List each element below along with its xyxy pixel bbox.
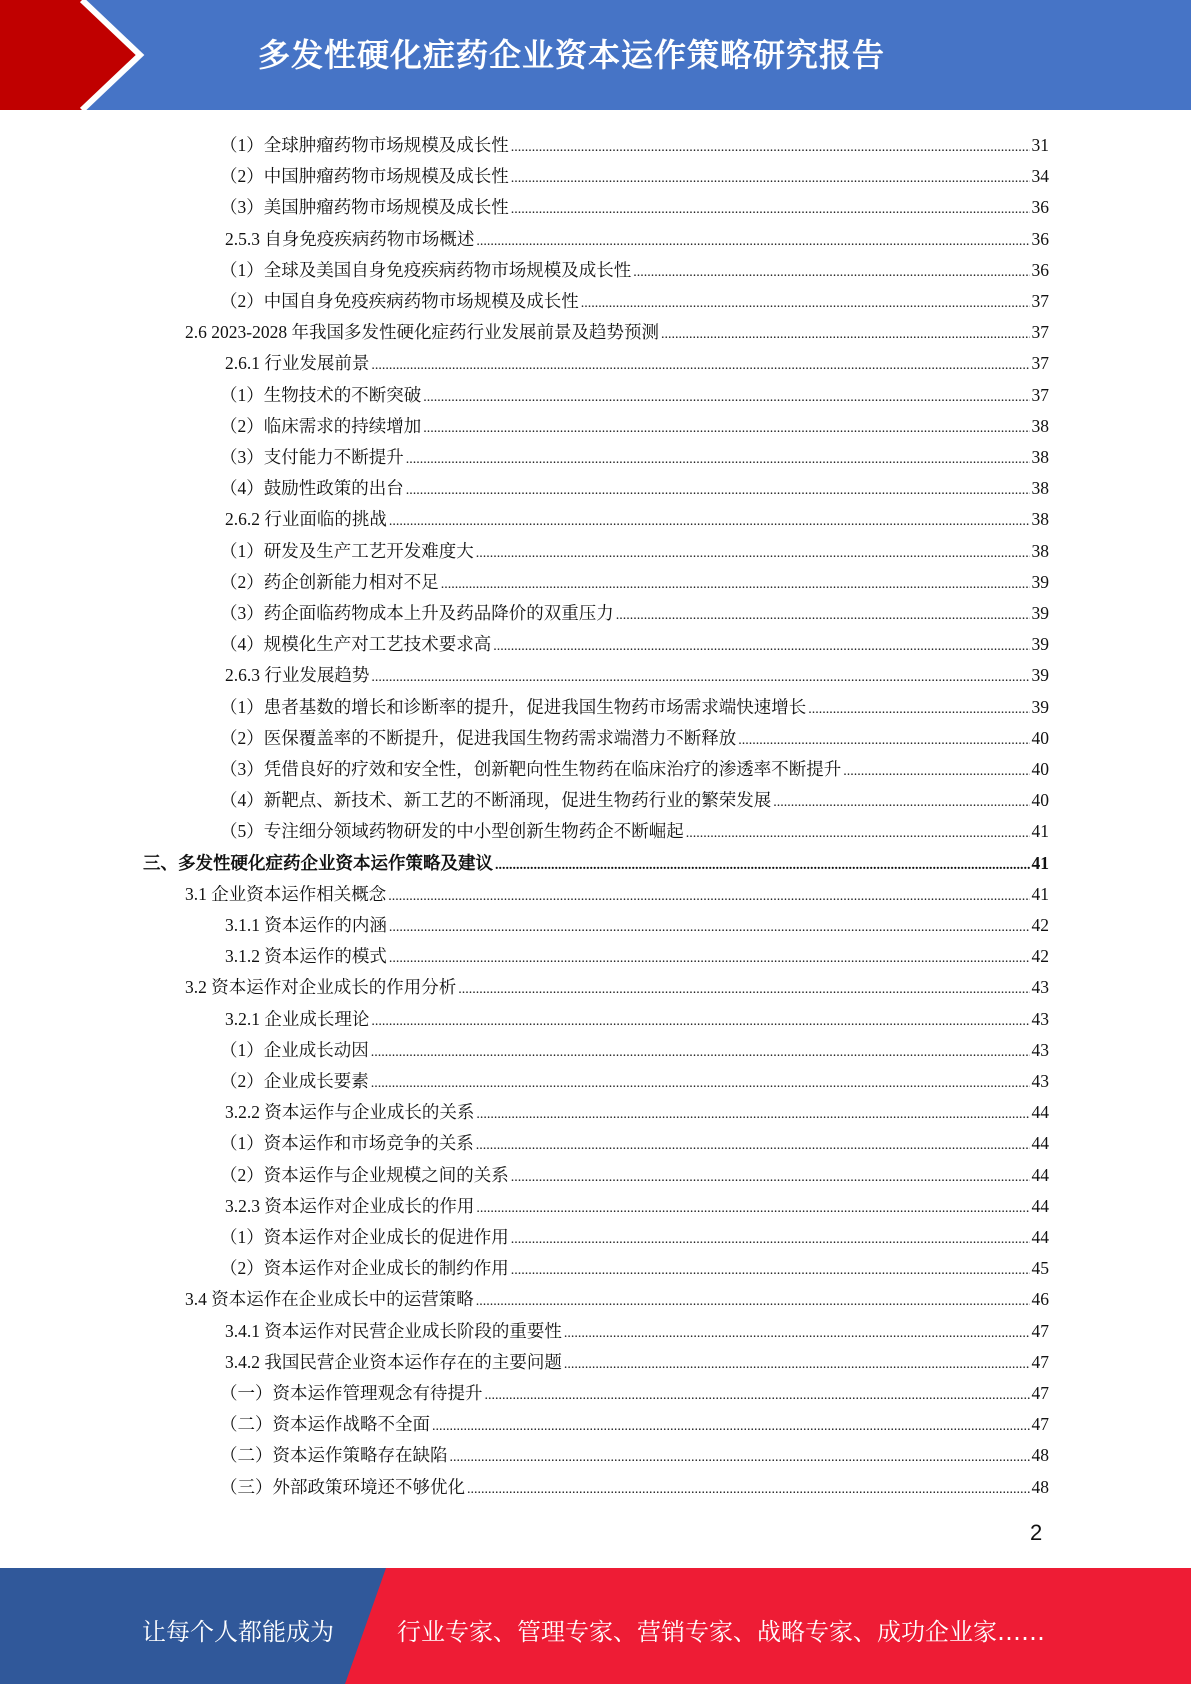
toc-entry[interactable] <box>220 536 1049 567</box>
toc-entry-page: 31 <box>1031 135 1049 155</box>
toc-entry[interactable] <box>220 754 1049 785</box>
toc-entry-label: （3）美国肿瘤药物市场规模及成长性 <box>220 197 509 218</box>
toc-dot-leader <box>661 317 1030 350</box>
toc-dot-leader <box>773 785 1029 818</box>
toc-entry[interactable] <box>143 848 1049 879</box>
toc-entry-label: 3.2.1 企业成长理论 <box>225 1008 370 1029</box>
toc-entry-page: 44 <box>1031 1102 1049 1123</box>
toc-entry[interactable] <box>220 1035 1049 1066</box>
toc-entry-page: 41 <box>1031 883 1049 904</box>
toc-dot-leader <box>389 504 1030 537</box>
toc-entry[interactable] <box>185 317 1049 348</box>
footer-slogan-right: 行业专家、管理专家、营销专家、战略专家、成功企业家…… <box>397 1618 1045 1646</box>
toc-entry-page: 47 <box>1031 1320 1049 1341</box>
toc-dot-leader <box>686 816 1030 849</box>
toc-dot-leader <box>450 1440 1030 1473</box>
toc-entry-label: （1）全球肿瘤药物市场规模及成长性 <box>220 135 509 155</box>
toc-entry-page: 47 <box>1031 1351 1049 1372</box>
toc-entry-page: 39 <box>1031 603 1049 623</box>
toc-dot-leader <box>511 161 1030 194</box>
toc-entry-page: 36 <box>1031 259 1049 280</box>
toc-dot-leader <box>432 1409 1030 1442</box>
toc-entry[interactable] <box>220 785 1049 816</box>
toc-entry[interactable] <box>220 442 1049 473</box>
toc-entry-page: 43 <box>1031 1071 1049 1091</box>
toc-dot-leader <box>476 536 1030 569</box>
toc-dot-leader <box>476 1191 1029 1224</box>
toc-entry[interactable] <box>220 1378 1049 1409</box>
toc-entry[interactable] <box>220 598 1049 629</box>
toc-entry[interactable] <box>185 879 1049 910</box>
toc-entry-label: （2）医保覆盖率的不断提升，促进我国生物药需求端潜力不断释放 <box>220 727 737 748</box>
toc-entry[interactable] <box>220 1160 1049 1191</box>
toc-entry-page: 42 <box>1031 946 1049 967</box>
toc-dot-leader <box>511 192 1030 225</box>
toc-entry-label: （一）资本运作管理观念有待提升 <box>220 1383 483 1403</box>
toc-entry-label: （3）药企面临药物成本上升及药品降价的双重压力 <box>220 603 614 623</box>
toc-entry-label: （3）凭借良好的疗效和安全性，创新靶向性生物药在临床治疗的渗透率不断提升 <box>220 759 842 779</box>
toc-entry-label: 3.1 企业资本运作相关概念 <box>185 883 387 904</box>
page-header <box>0 0 1191 110</box>
footer-slogan-left: 让每个人都能成为 <box>142 1618 334 1646</box>
toc-entry[interactable] <box>220 1440 1049 1471</box>
toc-dot-leader <box>476 224 1029 257</box>
toc-dot-leader <box>564 1316 1030 1349</box>
toc-entry[interactable] <box>225 1191 1049 1222</box>
toc-entry[interactable] <box>220 1128 1049 1159</box>
toc-entry-page: 48 <box>1031 1476 1049 1497</box>
toc-entry-page: 47 <box>1031 1383 1049 1403</box>
toc-dot-leader <box>441 567 1030 600</box>
toc-entry-label: （1）研发及生产工艺开发难度大 <box>220 540 474 561</box>
toc-entry-page: 37 <box>1031 353 1049 374</box>
toc-entry-label: （2）企业成长要素 <box>220 1071 369 1091</box>
toc-dot-leader <box>423 380 1029 413</box>
toc-entry-label: （二）资本运作策略存在缺陷 <box>220 1445 448 1466</box>
toc-entry-page: 43 <box>1031 977 1049 998</box>
toc-dot-leader <box>581 286 1030 319</box>
toc-entry-page: 36 <box>1031 228 1049 249</box>
toc-entry-page: 40 <box>1031 727 1049 748</box>
toc-entry-label: （1）企业成长动因 <box>220 1039 369 1060</box>
page-footer <box>0 1568 1191 1684</box>
toc-dot-leader <box>476 1128 1030 1161</box>
toc-entry-label: 2.6 2023-2028 年我国多发性硬化症药行业发展前景及趋势预测 <box>185 322 659 343</box>
toc-entry-label: 3.4.2 我国民营企业资本运作存在的主要问题 <box>225 1351 562 1372</box>
toc-entry-label: （2）资本运作与企业规模之间的关系 <box>220 1164 509 1185</box>
toc-entry[interactable] <box>220 473 1049 504</box>
toc-entry[interactable] <box>220 567 1049 598</box>
toc-entry-page: 39 <box>1031 571 1049 592</box>
toc-dot-leader <box>808 692 1029 725</box>
toc-entry[interactable] <box>220 1472 1049 1503</box>
toc-entry-label: （2）资本运作对企业成长的制约作用 <box>220 1258 509 1279</box>
toc-entry-label: 3.4 资本运作在企业成长中的运营策略 <box>185 1289 474 1310</box>
toc-entry[interactable] <box>225 910 1049 941</box>
toc-dot-leader <box>406 473 1030 506</box>
toc-entry[interactable] <box>220 192 1049 223</box>
toc-dot-leader <box>371 1035 1030 1068</box>
toc-entry[interactable] <box>220 723 1049 754</box>
toc-entry-page: 43 <box>1031 1008 1049 1029</box>
toc-entry-label: 3.2.3 资本运作对企业成长的作用 <box>225 1195 475 1216</box>
toc-entry-label: 2.6.3 行业发展趋势 <box>225 665 370 686</box>
toc-entry-label: （5）专注细分领域药物研发的中小型创新生物药企不断崛起 <box>220 821 684 842</box>
toc-entry-page: 39 <box>1031 634 1049 655</box>
toc-entry-page: 44 <box>1031 1164 1049 1185</box>
toc-dot-leader <box>389 910 1030 943</box>
toc-entry[interactable] <box>220 1222 1049 1253</box>
toc-entry[interactable] <box>225 660 1049 691</box>
toc-entry-page: 37 <box>1031 322 1049 343</box>
toc-dot-leader <box>388 879 1029 912</box>
toc-dot-leader <box>738 723 1029 756</box>
toc-entry-label: （2）中国自身免疫疾病药物市场规模及成长性 <box>220 291 579 311</box>
toc-entry[interactable] <box>225 348 1049 379</box>
toc-dot-leader <box>493 629 1029 662</box>
toc-entry-label: （4）鼓励性政策的出台 <box>220 478 404 499</box>
toc-dot-leader <box>371 660 1029 693</box>
toc-dot-leader <box>633 255 1029 288</box>
toc-entry[interactable] <box>185 972 1049 1003</box>
toc-entry[interactable] <box>225 224 1049 255</box>
toc-entry-label: （1）资本运作和市场竞争的关系 <box>220 1133 474 1154</box>
toc-entry-label: （二）资本运作战略不全面 <box>220 1414 430 1435</box>
toc-entry[interactable] <box>220 629 1049 660</box>
red-chevron-decoration <box>0 0 160 110</box>
toc-entry[interactable] <box>220 161 1049 192</box>
toc-entry-label: 3.4.1 资本运作对民营企业成长阶段的重要性 <box>225 1320 562 1341</box>
toc-entry-page: 45 <box>1031 1258 1049 1279</box>
toc-dot-leader <box>495 848 1030 881</box>
toc-dot-leader <box>476 1284 1030 1317</box>
toc-entry[interactable] <box>220 380 1049 411</box>
toc-entry-page: 37 <box>1031 291 1049 311</box>
toc-entry-page: 41 <box>1031 821 1049 842</box>
toc-entry-page: 37 <box>1031 384 1049 405</box>
toc-dot-leader <box>511 1160 1030 1193</box>
toc-entry-page: 40 <box>1031 759 1049 779</box>
toc-entry[interactable] <box>220 1066 1049 1097</box>
toc-dot-leader <box>616 598 1030 631</box>
toc-entry-label: （2）药企创新能力相对不足 <box>220 571 439 592</box>
toc-entry-label: （2）临床需求的持续增加 <box>220 415 422 436</box>
toc-dot-leader <box>511 130 1030 163</box>
report-title: 多发性硬化症药企业资本运作策略研究报告 <box>258 36 886 74</box>
toc-entry[interactable] <box>220 286 1049 317</box>
toc-entry[interactable] <box>220 816 1049 847</box>
toc-entry-page: 36 <box>1031 197 1049 218</box>
toc-entry-page: 40 <box>1031 790 1049 811</box>
toc-entry[interactable] <box>225 1004 1049 1035</box>
toc-entry-page: 38 <box>1031 415 1049 436</box>
toc-entry[interactable] <box>225 1097 1049 1128</box>
toc-entry-label: 2.6.1 行业发展前景 <box>225 353 370 374</box>
toc-entry-label: （1）资本运作对企业成长的促进作用 <box>220 1227 509 1247</box>
toc-dot-leader <box>564 1347 1030 1380</box>
toc-entry-page: 38 <box>1031 509 1049 530</box>
toc-entry[interactable] <box>220 255 1049 286</box>
toc-entry-page: 38 <box>1031 478 1049 499</box>
toc-entry[interactable] <box>220 130 1049 161</box>
toc-entry[interactable] <box>225 504 1049 535</box>
toc-entry[interactable] <box>220 692 1049 723</box>
toc-entry-label: （1）生物技术的不断突破 <box>220 384 422 405</box>
toc-entry-page: 38 <box>1031 447 1049 467</box>
toc-entry-label: （1）患者基数的增长和诊断率的提升，促进我国生物药市场需求端快速增长 <box>220 696 807 717</box>
toc-entry[interactable] <box>225 941 1049 972</box>
toc-entry-label: （2）中国肿瘤药物市场规模及成长性 <box>220 166 509 187</box>
toc-entry-label: （4）新靶点、新技术、新工艺的不断涌现，促进生物药行业的繁荣发展 <box>220 790 772 811</box>
toc-entry-label: （4）规模化生产对工艺技术要求高 <box>220 634 492 655</box>
toc-entry-label: 3.1.2 资本运作的模式 <box>225 946 387 967</box>
toc-entry-page: 48 <box>1031 1445 1049 1466</box>
toc-entry-page: 47 <box>1031 1414 1049 1435</box>
toc-entry-label: 3.2.2 资本运作与企业成长的关系 <box>225 1102 475 1123</box>
toc-dot-leader <box>485 1378 1030 1411</box>
toc-entry-page: 44 <box>1031 1195 1049 1216</box>
toc-entry-page: 46 <box>1031 1289 1049 1310</box>
toc-dot-leader <box>511 1253 1030 1286</box>
toc-entry[interactable] <box>225 1347 1049 1378</box>
toc-entry-label: （3）支付能力不断提升 <box>220 447 404 467</box>
toc-entry[interactable] <box>220 411 1049 442</box>
toc-entry-page: 41 <box>1031 852 1049 873</box>
toc-entry-page: 38 <box>1031 540 1049 561</box>
toc-dot-leader <box>371 1066 1030 1099</box>
toc-entry[interactable] <box>220 1253 1049 1284</box>
toc-dot-leader <box>511 1222 1030 1255</box>
toc-entry-page: 39 <box>1031 696 1049 717</box>
toc-dot-leader <box>423 411 1029 444</box>
toc-entry-label: 2.5.3 自身免疫疾病药物市场概述 <box>225 228 475 249</box>
toc-dot-leader <box>467 1472 1030 1505</box>
toc-entry-label: （1）全球及美国自身免疫疾病药物市场规模及成长性 <box>220 259 632 280</box>
toc-entry-page: 42 <box>1031 915 1049 935</box>
toc-entry-page: 44 <box>1031 1227 1049 1247</box>
toc-entry-label: 3.2 资本运作对企业成长的作用分析 <box>185 977 457 998</box>
toc-entry[interactable] <box>185 1284 1049 1315</box>
toc-dot-leader <box>458 972 1029 1005</box>
toc-dot-leader <box>371 348 1029 381</box>
toc-entry-page: 44 <box>1031 1133 1049 1154</box>
toc-dot-leader <box>389 941 1030 974</box>
toc-entry[interactable] <box>220 1409 1049 1440</box>
toc-entry-page: 39 <box>1031 665 1049 686</box>
toc-dot-leader <box>843 754 1029 787</box>
toc-dot-leader <box>406 442 1030 475</box>
toc-dot-leader <box>476 1097 1029 1130</box>
toc-dot-leader <box>371 1004 1029 1037</box>
toc-entry-page: 34 <box>1031 166 1049 187</box>
toc-entry[interactable] <box>225 1316 1049 1347</box>
toc-entry-label: 3.1.1 资本运作的内涵 <box>225 915 387 935</box>
toc-entry-label: 三、多发性硬化症药企业资本运作策略及建议 <box>143 852 493 873</box>
toc-entry-page: 43 <box>1031 1039 1049 1060</box>
toc-entry-label: 2.6.2 行业面临的挑战 <box>225 509 387 530</box>
page-number: 2 <box>1030 1520 1043 1545</box>
toc-entry-label: （三）外部政策环境还不够优化 <box>220 1476 465 1497</box>
